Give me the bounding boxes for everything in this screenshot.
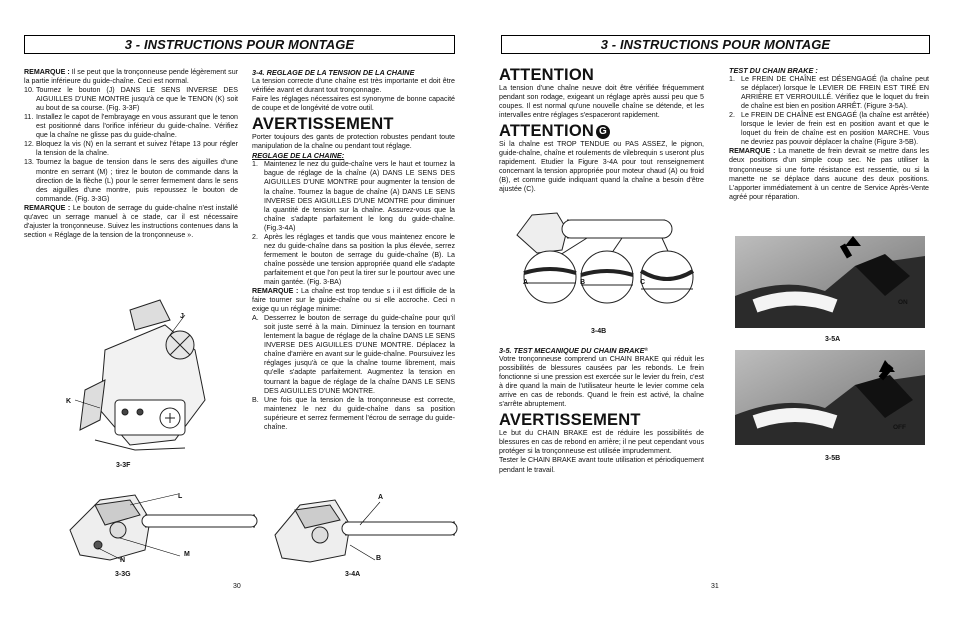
warning-circle-icon: G	[596, 125, 610, 139]
figure-3-5a-label: 3-5A	[825, 336, 841, 343]
right-column-1	[499, 66, 704, 194]
assembly-step-number: 10.	[24, 86, 34, 95]
figure-3-4b-illustration	[512, 205, 707, 315]
right-column-1-lower	[499, 346, 704, 475]
tension-step-number: 1.	[252, 160, 258, 169]
brake-test-step-text: Le FREIN DE CHAÎNE est ENGAGÉ (la chaîne est arrêtée) lorsque le levier de frein est en position avant et que le loquet du frein de chaîne est en position MARCHE. Vous ne devriez pas pouvoir déplacer la chaîne (Figure 3-5B).	[741, 111, 929, 147]
page-number-left: 30	[233, 583, 241, 590]
tension-sub-step-1	[252, 314, 455, 395]
right-column-2	[729, 66, 929, 202]
section-3-4-title: 3-4. REGLAGE DE LA TENSION DE LA CHAINE	[252, 68, 415, 77]
tension-steps	[252, 160, 455, 287]
page-number-right: 31	[711, 583, 719, 590]
attention-2-title: ATTENTION G	[499, 122, 704, 140]
warning-text-right-1: Le but du CHAIN BRAKE est de réduire les possibilités de blessures en cas de rebond en arrière; il ne peut cependant vous protéger si la tronçonneuse est utilisée imprudemment.	[499, 429, 704, 456]
brake-test-step-number: 1.	[729, 75, 735, 84]
left-column-2	[252, 68, 455, 432]
figure-3-3g-illustration	[60, 480, 260, 575]
attention-2-text: Si la chaîne est TROP TENDUE ou PAS ASSEZ, le pignon, guide-chaîne, chaîne et roulements de vilebrequin s useront plus rapidement. Etudier la Figure 3-4A pour tout renseignement concernant la tension appropriée pour moteur chaud (A) ou froid (B), et comme guide indiquant quand la chaîne a besoin d'être ajustée (C).	[499, 140, 704, 194]
assembly-step-text: Tournez la bague de tension dans le sens des aiguilles d'une montre en serrant (M) ; tirez le bouton de commande dans la direction de la flèche (L) pour le serrer fermement dans le sens des aiguilles d'une montre, puis repoussez le bouton de commande. (Fig. 3-3G)	[36, 158, 238, 203]
callout-a: A	[378, 494, 384, 501]
tension-step-text: Après les réglages et tandis que vous maintenez encore le nez du guide-chaîne dans sa position la plus élevée, serrez fermement le bouton de serrage du guide-chaîne (B). La chaîne possède une tension appropriée quand elle s'adapte parfaitement et que l'on peut la tirer sur le pourtour avec une main gantée. (Fig. 3-BA)	[264, 232, 455, 286]
brake-on-label: ON	[898, 299, 908, 306]
tension-sub-step-text: Desserrez le bouton de serrage du guide-chaîne pour qu'il soit juste serré à la main. Diminuez la tension en tournant lentement la bague de réglage de la chaîne DANS LE SENS INVERSE DES AIGUILLES D'UNE MONTRE. Déplacez la chaîne d'arrière en avant sur le guide-chaîne. Poursuivez les réglages jusqu'à ce que la chaîne tourne librement, mais qu'elle s'adapte parfaitement. Augmentez la tension en tournant la bague de réglage de la chaîne DANS LE SENS DES AIGUILLES D'UNE MONTRE.	[264, 314, 455, 395]
tension-sub-step-number: B.	[252, 395, 259, 404]
right-page-header: 3 - INSTRUCTIONS POUR MONTAGE	[501, 35, 930, 54]
tension-sub-step-2	[252, 396, 455, 432]
callout-hot-a: A	[523, 279, 529, 286]
figure-3-5a-photo	[735, 236, 925, 328]
assembly-step-number: 11.	[24, 113, 34, 122]
brake-test-step-number: 2.	[729, 111, 735, 120]
warning-title: AVERTISSEMENT	[252, 115, 394, 134]
callout-n: N	[120, 557, 126, 564]
callout-adjust-c: C	[640, 279, 646, 286]
section-3-5-title: 3-5. TEST MECANIQUE DU CHAIN BRAKE®	[499, 346, 648, 355]
remark-2: REMARQUE : Le bouton de serrage du guide-chaîne n'est installé qu'avec un serrage manuel à ce stade, car il est nécessaire d'ajuster la tronçonneuse. Suivez les instructions contenues dans la section « Réglage de la tension de la tronçonneuse ».	[24, 203, 238, 239]
figure-3-5b-label: 3-5B	[825, 455, 841, 462]
assembly-step-text: Tournez le bouton (J) DANS LE SENS INVERSE DES AIGUILLES D'UNE MONTRE jusqu'à ce que le TENON (K) soit au bout de sa course. (Fig. 3-3F)	[36, 86, 238, 113]
tension-step-text: Maintenez le nez du guide-chaîne vers le haut et tournez la bague de réglage de la chaîne (A) DANS LE SENS DES AIGUILLES D'UNE MONTRE pour augmenter la tension de la chaîne. Tournez la bague de chaîne (A) DANS LE SENS INVERSE DES AIGUILLES D'UNE MONTRE pour diminuer la quantité de tension sur la chaîne. Assurez-vous que la chaîne s'adapte parfaitement le long du guide-chaîne. (Fig.3-4A)	[264, 160, 455, 232]
figure-3-4b-label: 3-4B	[591, 328, 607, 335]
callout-k: K	[66, 398, 72, 405]
tension-intro-2: Faire les réglages nécessaires est synonyme de bonne capacité de coupe et de longévité de votre outil.	[252, 95, 455, 113]
right-page	[477, 0, 954, 618]
assembly-step-number: 12.	[24, 140, 34, 149]
tension-sub-step-text: Une fois que la tension de la tronçonneuse est correcte, maintenez le nez du guide-chaîne dans sa position supérieure et serrez fermement l'écrou de serrage du guide-chaîne.	[264, 395, 455, 431]
tension-intro-1: La tension correcte d'une chaîne est très importante et doit être vérifiée avant et durant tout tronçonnage.	[252, 77, 455, 95]
assembly-step-1	[24, 86, 238, 113]
chain-adjustment-title: REGLAGE DE LA CHAINE:	[252, 151, 345, 161]
callout-m: M	[184, 551, 190, 558]
attention-1-title: ATTENTION	[499, 66, 594, 84]
assembly-step-number: 13.	[24, 158, 34, 167]
warning-text-right-2: Tester le CHAIN BRAKE avant toute utilisation et périodiquement pendant le travail.	[499, 456, 704, 474]
brake-test-step-text: Le FREIN DE CHAÎNE est DÉSENGAGÉ (la chaîne peut se déplacer) lorsque le LEVIER DE FREIN EST TIRÉ EN ARRIÈRE ET VERROUILLÉ. Vérifiez que le loquet du frein de chaîne est bien en position ARRÊT. (Figure 3-5A).	[741, 75, 929, 111]
chain-brake-description: Votre tronçonneuse comprend un CHAIN BRAKE qui réduit les possibilités de blessures causées par les rebonds. Le frein fonctionne si une pression est exercée sur le levier du frein, c'est à dire quand la main de l'utilisateur heurte le levier comme cela arrive en cas de rebonds. Quand le frein est activé, la chaîne s'arrête abruptement.	[499, 355, 704, 409]
left-column-1	[24, 68, 238, 240]
attention-1-text: La tension d'une chaîne neuve doit être vérifiée fréquemment pendant son rodage, exigeant un réglage après aussi peu que 5 coupes. Il est normal qu'une nouvelle chaîne se détende, et les intervalles entre réglages s'espaceront rapidement.	[499, 84, 704, 120]
assembly-step-text: Bloquez la vis (N) en la serrant et suivez l'étape 13 pour régler la tension de la chaîne.	[36, 140, 238, 158]
assembly-step-text: Installez le capot de l'embrayage en vous assurant que le tenon est positionné dans l'orifice inférieur du guide-chaîne. Vérifiez que la chaîne ne glisse pas du guide-chaîne.	[36, 113, 238, 140]
warning-text: Porter toujours des gants de protection robustes pendant toute manipulation de la chaîne ou pendant tout réglage.	[252, 133, 455, 151]
assembly-step-3	[24, 140, 238, 158]
assembly-step-2	[24, 113, 238, 140]
callout-l: L	[178, 493, 183, 500]
tension-sub-step-number: A.	[252, 314, 259, 323]
brake-test-step-1	[729, 75, 929, 111]
brake-off-label: OFF	[893, 424, 906, 431]
figure-3-4a-illustration	[270, 490, 460, 575]
figure-3-4a-label: 3-4A	[345, 571, 361, 578]
figure-3-3f-illustration	[45, 290, 245, 460]
callout-b: B	[376, 555, 382, 562]
tension-step-2	[252, 233, 455, 287]
chain-brake-test-steps	[729, 75, 929, 147]
left-page-header: 3 - INSTRUCTIONS POUR MONTAGE	[24, 35, 455, 54]
assembly-step-4	[24, 158, 238, 203]
warning-title-right: AVERTISSEMENT	[499, 411, 641, 430]
tension-step-number: 2.	[252, 232, 258, 241]
remark-1: REMARQUE : Il se peut que la tronçonneuse pende légèrement sur la partie inférieure du guide-chaîne. Ceci est normal.	[24, 68, 239, 86]
brake-test-step-2	[729, 111, 929, 147]
callout-cold-b: B	[580, 279, 586, 286]
tension-sub-steps	[252, 314, 455, 432]
chain-brake-test-title: TEST DU CHAIN BRAKE :	[729, 66, 818, 75]
figure-3-3g-label: 3-3G	[115, 571, 131, 578]
chain-brake-remark: REMARQUE : La manette de frein devrait se mettre dans les deux positions d'un simple coup sec. Ne pas utiliser la tronçonneuse si une forte résistance est ressentie, ou si la manette ne se déplace dans aucune des deux positions. L'apporter immédiatement à un centre de Service Après-Vente agréé pour réparation.	[729, 147, 929, 201]
tension-step-1	[252, 160, 455, 232]
tension-remark: REMARQUE : La chaîne est trop tendue s i il est difficile de la faire tourner sur le guide-chaîne ou si elle accroche. Ceci n exige qu un réglage minime:	[252, 287, 455, 314]
callout-j: J	[180, 313, 184, 320]
assembly-steps	[24, 86, 238, 204]
figure-3-3f-label: 3-3F	[116, 462, 131, 469]
